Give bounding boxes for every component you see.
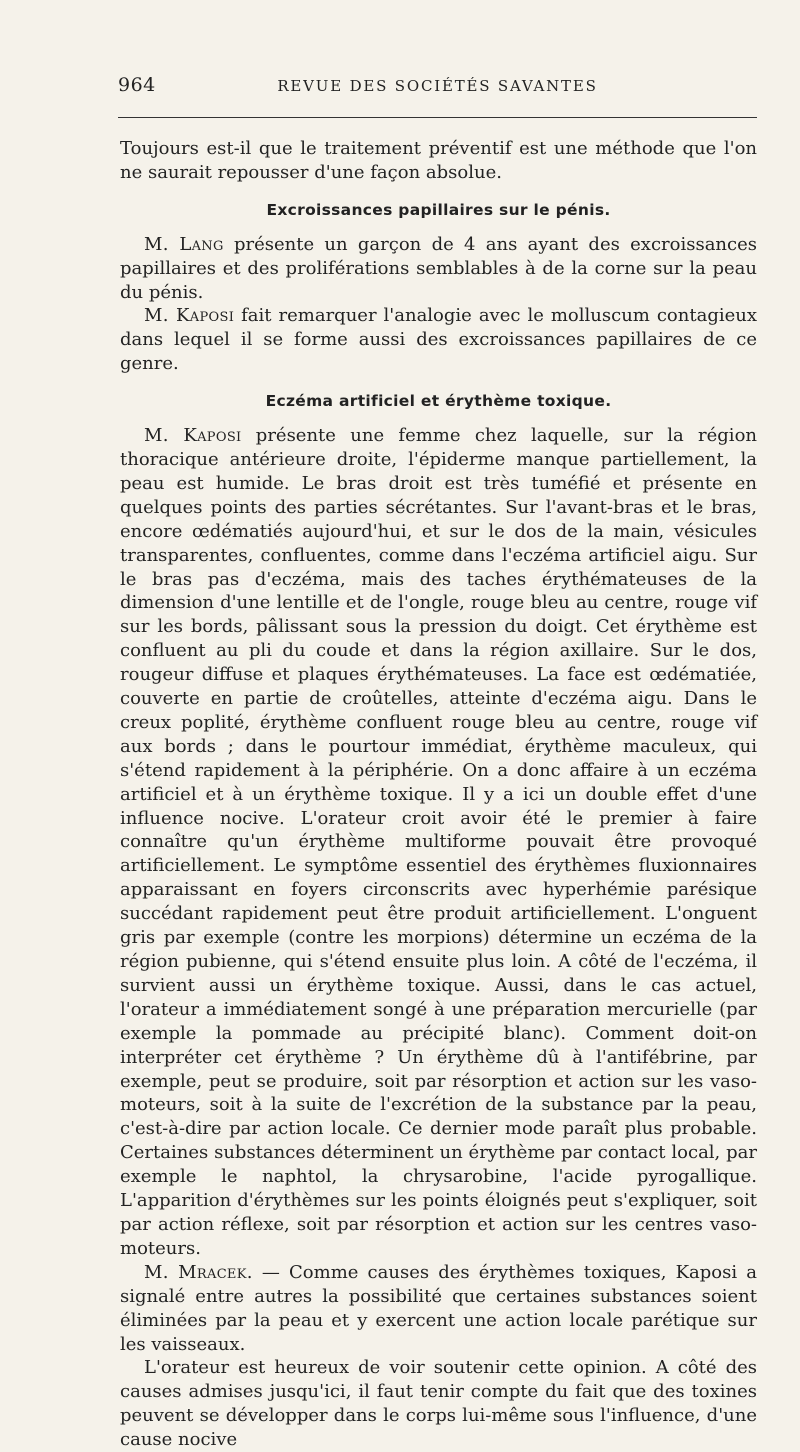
paragraph-kaposi-remark	[120, 304, 757, 376]
speaker-name: M. Kaposi	[144, 305, 235, 327]
paragraph-kaposi-case	[120, 424, 757, 1261]
paragraph-text: présente une femme chez laquelle, sur la région thoracique antérieure droite, l'épiderme manque partiellement, la peau est humide. Le bras droit est très tuméfié et présente en quelques points des parties sécrétantes. Sur l'avant-bras et le bras, encore œdématiés aujourd'hui, et sur le dos de la main, vésicules transparentes, confluentes, comme dans l'eczéma artificiel aigu. Sur le bras pas d'eczéma, mais des taches érythémateuses de la dimension d'une lentille et de l'ongle, rouge bleu au centre, rouge vif sur les bords, pâlissant sous la pression du doigt. Cet érythème est confluent au pli du coude et dans la région axillaire. Sur le dos, rougeur diffuse et plaques érythémateuses. La face est œdématiée, couverte en partie de croûtelles, atteinte d'eczéma aigu. Dans le creux poplité, érythème confluent rouge bleu au centre, rouge vif aux bords ; dans le pourtour immédiat, érythème maculeux, qui s'étend rapidement à la périphérie. On a donc affaire à un eczéma artificiel et à un érythème toxique. Il y a ici un double effet d'une influence nocive. L'orateur croit avoir été le premier à faire connaître qu'un érythème multiforme pouvait être provoqué artificiellement. Le symptôme essentiel des érythèmes fluxionnaires apparaissant en foyers circonscrits avec hyperhémie parésique succédant rapidement peut être produit artificiellement. L'onguent gris par exemple (contre les morpions) détermine un eczéma de la région pubienne, qui s'étend ensuite plus loin. A côté de l'eczéma, il survient aussi un érythème toxique. Aussi, dans le cas actuel, l'orateur a immédiatement songé à une préparation mercurielle (par exemple la pommade au précipité blanc). Comment doit-on interpréter cet érythème ? Un érythème dû à l'antifébrine, par exemple, peut se produire, soit par résorption et action sur les vaso-moteurs, soit à la suite de l'excrétion de la substance par la peau, c'est-à-dire par action locale. Ce dernier mode paraît plus probable. Certaines substances déterminent un érythème par contact local, par exemple le naphtol, la chrysarobine, l'acide pyrogallique. L'apparition d'érythèmes sur les points éloignés peut s'expliquer, soit par action réflexe, soit par résorption et action sur les centres vaso-moteurs.	[120, 425, 757, 1259]
paragraph-lang	[120, 233, 757, 305]
speaker-name: M. Lang	[144, 233, 224, 255]
intro-paragraph: Toujours est-il que le traitement préventif est une méthode que l'on ne saurait repousser d'une façon absolue.	[120, 138, 757, 183]
page-number: 964	[118, 74, 156, 96]
section-heading-artificial-eczema: Eczéma artificiel et érythème toxique.	[265, 392, 612, 411]
running-title: REVUE DES SOCIÉTÉS SAVANTES	[277, 77, 598, 95]
speaker-name: M. Mracek.	[144, 1261, 253, 1283]
section-heading-papillary-excrescences: Excroissances papillaires sur le pénis.	[266, 200, 611, 219]
paragraph-orator: L'orateur est heureux de voir soutenir cette opinion. A côté des causes admises jusqu'ici, il faut tenir compte du fait que des toxines peuvent se développer dans le corps lui-même sous l'influence, d'une cause nocive	[120, 1357, 757, 1451]
paragraph-text: fait remarquer l'analogie avec le molluscum contagieux dans lequel il se forme aussi des excroissances papillaires de ce genre.	[120, 305, 757, 375]
header-rule	[118, 117, 757, 118]
paragraph-text: présente un garçon de 4 ans ayant des excroissances papillaires et des proliférations semblables à de la corne sur la peau du pénis.	[120, 233, 757, 303]
speaker-name: M. Kaposi	[144, 425, 242, 447]
main-text	[120, 137, 757, 1452]
paragraph-mracek	[120, 1261, 757, 1357]
page-header	[118, 74, 757, 104]
paragraph-text: — Comme causes des érythèmes toxiques, Kaposi a signalé entre autres la possibilité que certaines substances soient éliminées par la peau et y exercent une action locale parétique sur les vaisseaux.	[120, 1261, 757, 1355]
